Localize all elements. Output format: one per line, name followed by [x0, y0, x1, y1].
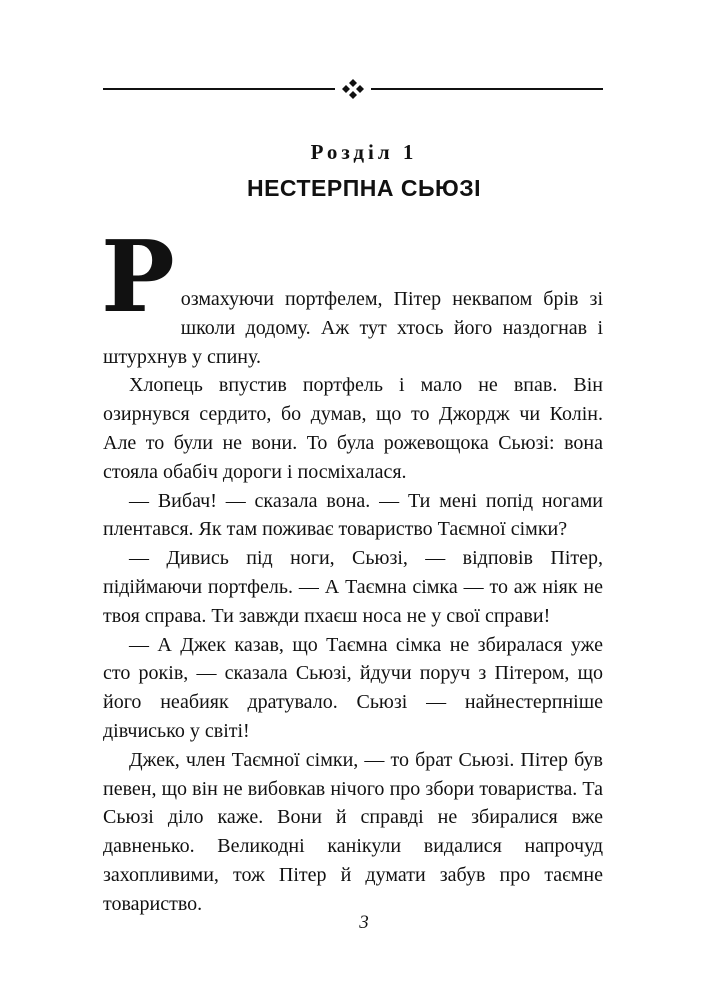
paragraph-1: [101, 220, 603, 371]
paragraph-5: — А Джек казав, що Таємна сімка не збиралася уже сто років, — сказала Сьюзі, йдучи поруч з Пітером, що його неабияк дратувало. Сьюзі — найнестерпніше дівчисько у світі!: [103, 633, 603, 742]
paragraph-4: — Дивись під ноги, Сьюзі, — відповів Пітер, підіймаючи портфель. — А Таємна сімка — то аж ніяк не твоя справа. Ти завжди пхаєш носа не у свої справи!: [103, 547, 603, 627]
drop-cap: Р: [101, 220, 175, 335]
page-number: 3: [359, 912, 369, 933]
paragraph-3: — Вибач! — сказала вона. — Ти мені попід ногами плентався. Як там поживає товариство Таємної сімки?: [103, 489, 603, 541]
chapter-body: [101, 220, 603, 919]
diamond-cluster-icon: [339, 78, 367, 100]
ornament-line-left: [103, 88, 335, 90]
ornament-line-right: [371, 88, 603, 90]
paragraph-6: Джек, член Таємної сімки, — то брат Сьюзі. Пітер був певен, що він не вибовкав нічого про збори товариства. Та Сьюзі діло каже. Вони й справді не збиралися вже давненько. Великодні канікули видалися напрочуд захопливими, тож Пітер й думати забув про таємне товариство.: [103, 748, 603, 915]
paragraph-2: Хлопець впустив портфель і мало не впав. Він озирнувся сердито, бо думав, що то Джордж чи Колін. Але то були не вони. То була рожевощока Сьюзі: вона стояла обабіч дороги і посміхалася.: [103, 374, 603, 483]
chapter-title: НЕСТЕРПНА СЬЮЗІ: [246, 175, 482, 201]
paragraph-1-text: озмахуючи портфелем, Пітер неквапом брів зі школи додому. Аж тут хтось його наздогнав і штурхнув у спину.: [103, 288, 603, 368]
chapter-ornament: [103, 78, 603, 100]
chapter-number: Розділ 1: [310, 140, 418, 164]
